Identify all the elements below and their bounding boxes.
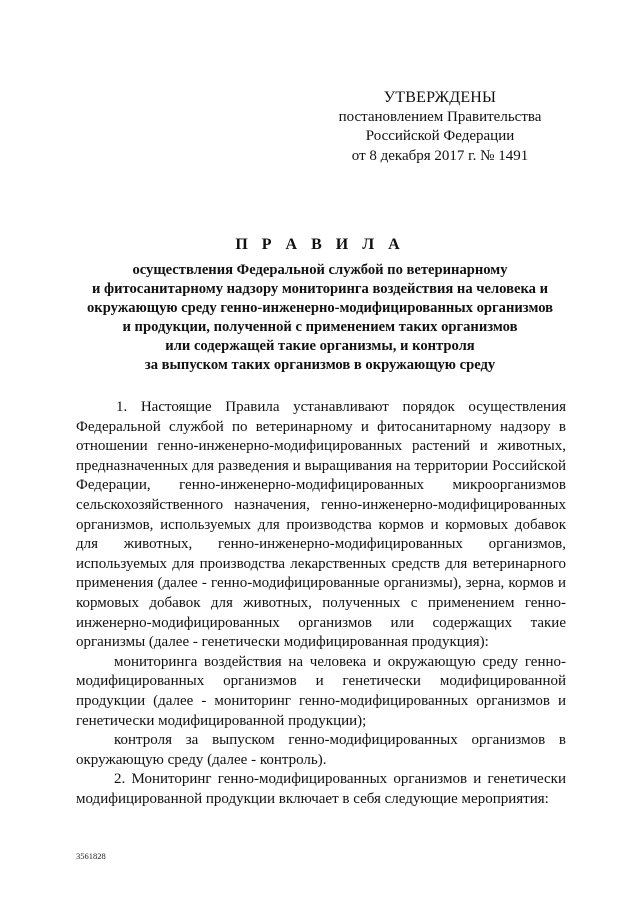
document-subtitle [60, 261, 580, 375]
approval-block [320, 88, 560, 166]
approval-line-2: Российской Федерации [365, 128, 515, 144]
document-title: П Р А В И Л А [235, 236, 405, 253]
subtitle-line-1: осуществления Федеральной службой по ветеринарному [132, 262, 508, 278]
approval-line-1: постановлением Правительства [338, 108, 542, 125]
approval-line-3: от 8 декабря 2017 г. № 1491 [351, 147, 529, 164]
subtitle-line-6: за выпуском таких организмов в окружающую среду [144, 357, 496, 373]
subtitle-line-2: и фитосанитарному надзору мониторинга воздействия на человека и [91, 281, 549, 297]
approval-title: УТВЕРЖДЕНЫ [383, 89, 497, 106]
subtitle-line-4: и продукции, полученной с применением таких организмов [122, 319, 518, 335]
subtitle-line-5: или содержащей такие организмы, и контроля [165, 338, 475, 354]
subtitle-line-3: окружающую среду генно-инженерно-модифицированных организмов [86, 300, 554, 316]
paragraph-4: 2. Мониторинг генно-модифицированных организмов и генетически модифицированной продукции включает в себя следующие мероприятия: [76, 771, 566, 807]
paragraph-3: контроля за выпуском генно-модифицированных организмов в окружающую среду (далее - контроль). [76, 732, 566, 768]
paragraph-1: 1. Настоящие Правила устанавливают порядок осуществления Федеральной службой по ветеринарному и фитосанитарному надзору в отношении генно-инженерно-модифицированных растений и животных, предназначенных для разведения и выращивания на территории Российской Федерации, генно-инженерно-модифицированных микроорганизмов сельскохозяйственного назначения, генно-инженерно-модифицированных организмов, используемых для производства кормов и кормовых добавок для животных, генно-инженерно-модифицированных организмов, используемых для производства лекарственных средств для ветеринарного применения (далее - генно-модифицированные организмы), зерна, кормов и кормовых добавок для животных, полученных с применением генно-инженерно-модифицированных организмов или содержащих такие организмы (далее - генетически модифицированная продукция): [76, 399, 566, 651]
footer-document-code: 3561828 [76, 851, 106, 861]
document-body [76, 398, 566, 809]
paragraph-2: мониторинга воздействия на человека и окружающую среду генно-модифицированных организмов и генетически модифицированной продукции (далее - мониторинг генно-модифицированных организмов и генетически модифицированной продукции); [76, 653, 566, 729]
